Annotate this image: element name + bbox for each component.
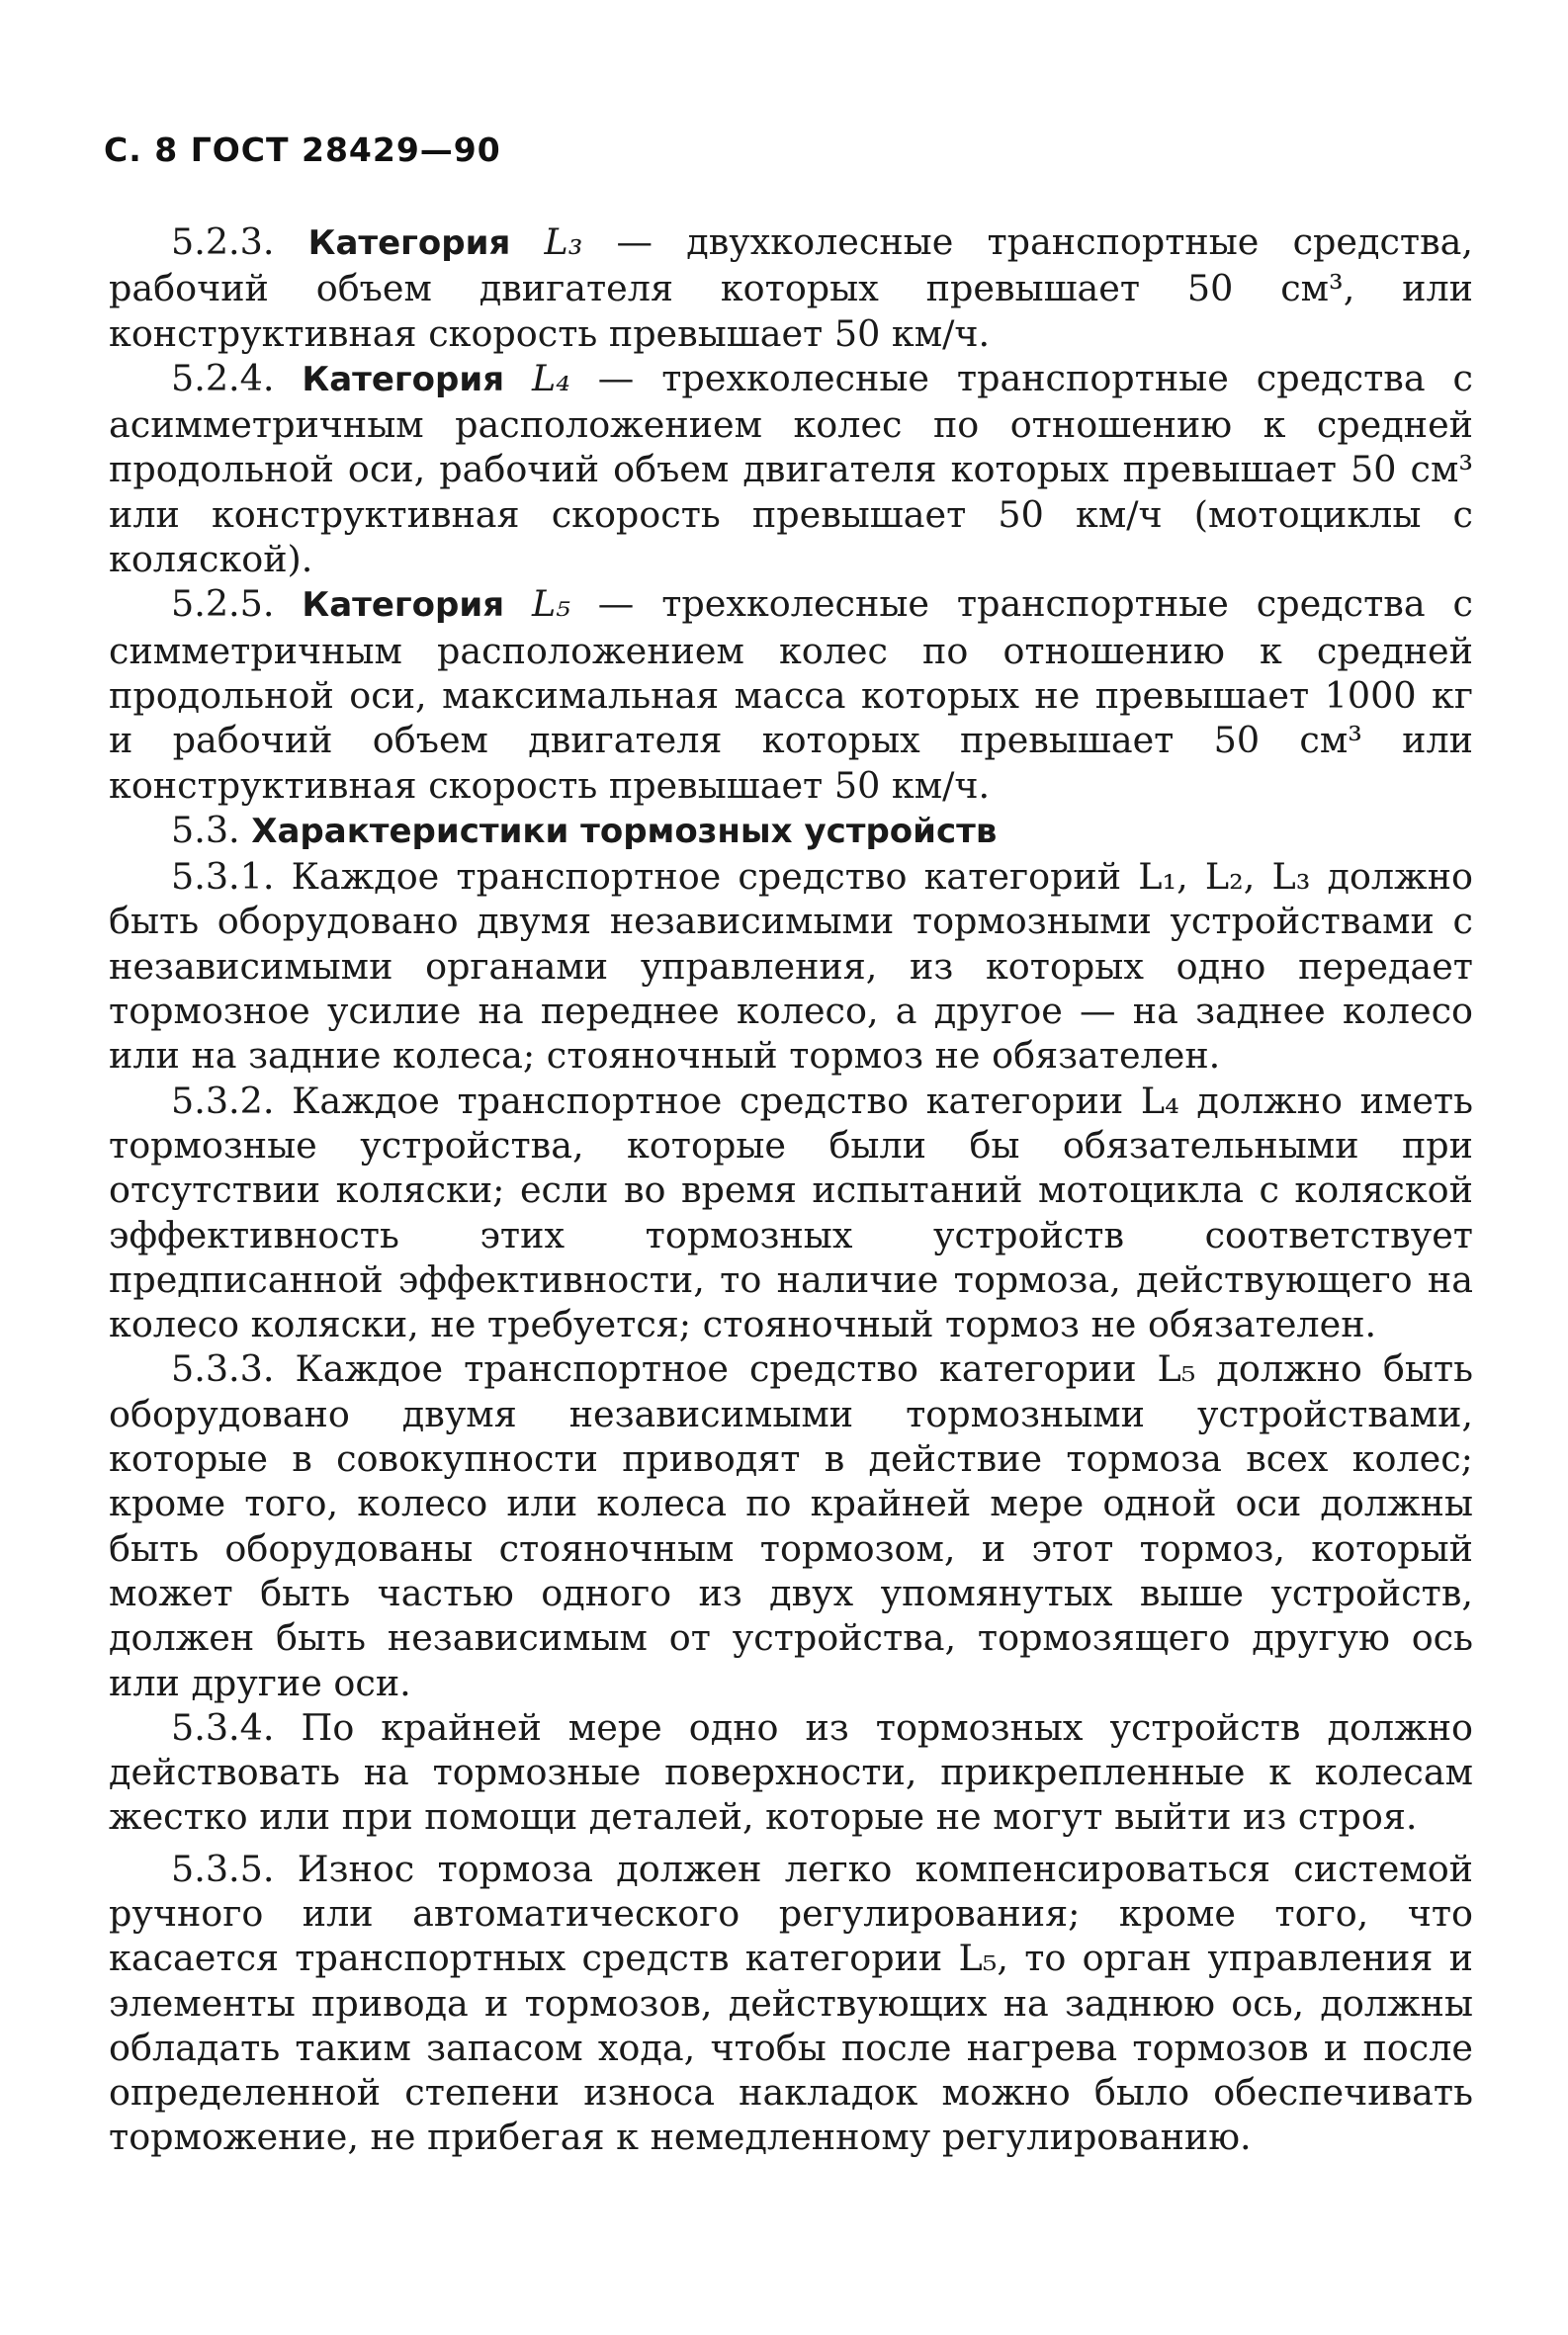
category-label: Категория [307,223,511,263]
paragraph-text: — трехколесные транспортные средства с симметричным расположением колес по отношению к средней продольной оси, максимальная масса которых не превышает 1000 кг и рабочий объем двигателя которых превышает 50 см³ или конструктивная скорость превышает 50 км/ч. [109,582,1473,807]
paragraph-text: Каждое транспортное средство категории L₅ должно быть оборудовано двумя независимыми тормозными устройствами, которые в совокупности приводят в действие тормоза всех колес; кроме того, колесо или колеса по крайней мере одной оси должны быть оборудованы стояночным тормозом, и этот тормоз, который может быть частью одного из двух упомянутых выше устройств, должен быть независимым от устройства, тормозящего другую ось или другие оси. [109,1347,1473,1704]
category-symbol: L₅ [531,582,570,626]
section-number: 5.3.2. [171,1079,275,1122]
paragraph-text: Износ тормоза должен легко компенсироваться системой ручного или автоматического регулирования; кроме того, что касается транспортных средств категории L₅, то орган управления и элементы привода и тормозов, действующих на заднюю ось, должны обладать таким запасом хода, чтобы после нагрева тормозов и после определенной степени износа накладок можно было обеспечивать торможение, не прибегая к немедленному регулированию. [109,1847,1474,2159]
paragraph-5-3-3 [109,1346,1473,1704]
paragraph-5-3-2 [109,1079,1473,1347]
section-number: 5.3.1. [171,855,275,899]
section-number: 5.2.4. [171,356,275,399]
section-number: 5.3. [171,808,240,851]
paragraph-5-2-3 [109,219,1473,356]
paragraph-text: — двухколесные транспортные средства, рабочий объем двигателя которых превышает 50 см³, или конструктивная скорость превышает 50 км/ч. [109,220,1474,355]
category-label: Категория [302,359,505,399]
section-number: 5.2.5. [171,582,275,626]
paragraph-text: Каждое транспортное средство категорий L₁, L₂, L₃ должно быть оборудовано двумя независимыми тормозными устройствами с независимыми органами управления, из которых одно передает тормозное усилие на переднее колесо, а другое — на заднее колесо или на задние колеса; стояночный тормоз не обязателен. [109,855,1473,1078]
section-heading-5-3 [109,808,1473,854]
paragraph-5-2-5 [109,581,1473,807]
category-label: Категория [302,585,505,626]
page-header: С. 8 ГОСТ 28429—90 [104,130,501,169]
section-title: Характеристики тормозных устройств [251,811,998,851]
paragraph-text: По крайней мере одно из тормозных устройств должно действовать на тормозные поверхности, прикрепленные к колесам жестко или при помощи деталей, которые не могут выйти из строя. [109,1705,1473,1839]
paragraph-text: Каждое транспортное средство категории L₄ должно иметь тормозные устройства, которые были бы обязательными при отсутствии коляски; если во время испытаний мотоцикла с коляской эффективность этих тормозных устройств соответствует предписанной эффективности, то наличие тормоза, действующего на колесо коляски, не требуется; стояночный тормоз не обязателен. [109,1079,1473,1346]
document-body [109,219,1473,2160]
category-symbol: L₄ [531,356,570,399]
section-number: 5.3.4. [171,1705,275,1749]
paragraph-5-3-1 [109,854,1473,1078]
paragraph-5-3-4 [109,1705,1473,1840]
section-number: 5.3.3. [171,1347,275,1391]
paragraph-5-2-4 [109,356,1473,581]
paragraph-5-3-5 [109,1847,1473,2160]
category-symbol: L₃ [544,220,583,263]
paragraph-text: — трехколесные транспортные средства с асимметричным расположением колес по отношению к средней продольной оси, рабочий объем двигателя которых превышает 50 см³ или конструктивная скорость превышает 50 км/ч (мотоциклы с коляской). [109,356,1473,581]
section-number: 5.2.3. [171,220,275,263]
section-number: 5.3.5. [171,1847,275,1890]
